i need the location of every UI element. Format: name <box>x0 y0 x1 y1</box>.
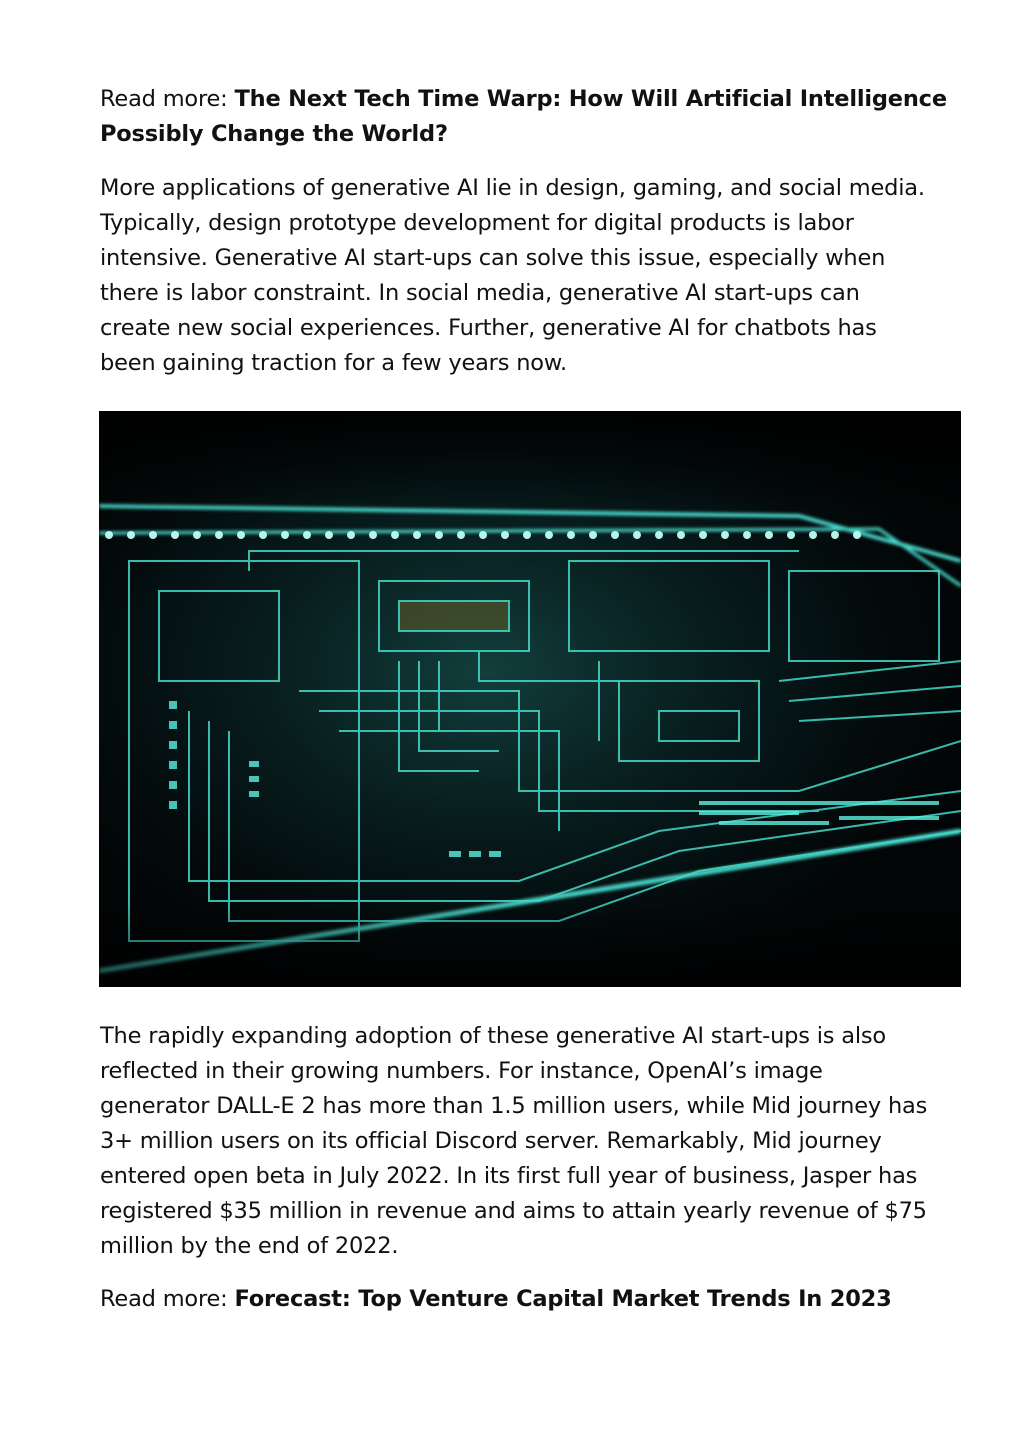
paragraph-line: reflected in their growing numbers. For instance, OpenAI’s image <box>100 1058 823 1084</box>
circuit-board-image <box>99 411 961 987</box>
read-more-link-2[interactable]: Forecast: Top Venture Capital Market Trends In 2023 <box>234 1286 892 1312</box>
paragraph-2 <box>100 1019 970 1264</box>
paragraph-line: create new social experiences. Further, generative AI for chatbots has <box>100 315 877 341</box>
paragraph-line: entered open beta in July 2022. In its first full year of business, Jasper has <box>100 1163 918 1189</box>
paragraph-line: The rapidly expanding adoption of these generative AI start-ups is also <box>100 1023 886 1049</box>
paragraph-line: 3+ million users on its official Discord server. Remarkably, Mid journey <box>100 1128 882 1154</box>
paragraph-line: generator DALL-E 2 has more than 1.5 million users, while Mid journey has <box>100 1093 928 1119</box>
paragraph-line: million by the end of 2022. <box>100 1233 399 1259</box>
paragraph-line: More applications of generative AI lie in design, gaming, and social media. <box>100 175 925 201</box>
paragraph-line: been gaining traction for a few years now. <box>100 350 567 376</box>
read-more-1-line-2 <box>100 117 970 152</box>
paragraph-line: there is labor constraint. In social media, generative AI start-ups can <box>100 280 860 306</box>
read-more-1-line-1 <box>100 82 970 117</box>
paragraph-line: intensive. Generative AI start-ups can solve this issue, especially when <box>100 245 886 271</box>
read-more-prefix: Read more: <box>100 1286 235 1312</box>
read-more-1 <box>100 82 970 152</box>
paragraph-line: Typically, design prototype development for digital products is labor <box>100 210 854 236</box>
paragraph-1 <box>100 171 970 381</box>
paragraph-line: registered $35 million in revenue and aims to attain yearly revenue of $75 <box>100 1198 927 1224</box>
read-more-link-1a[interactable]: The Next Tech Time Warp: How Will Artificial Intelligence <box>234 86 947 112</box>
circuit-board-illustration <box>99 411 961 987</box>
read-more-2 <box>100 1282 970 1317</box>
read-more-link-1b[interactable]: Possibly Change the World? <box>100 121 448 147</box>
read-more-prefix: Read more: <box>100 86 235 112</box>
read-more-2-line <box>100 1282 970 1317</box>
